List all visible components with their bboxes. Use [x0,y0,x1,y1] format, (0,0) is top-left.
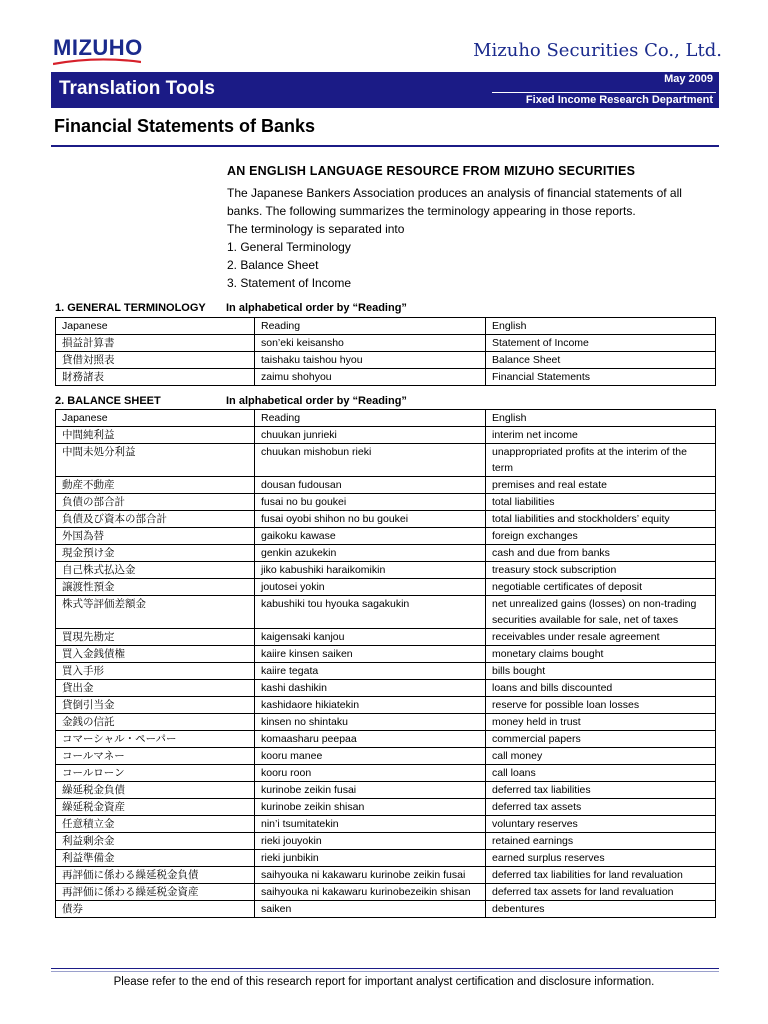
table-row [56,494,716,511]
reading-cell: kaigensaki kanjou [255,629,486,646]
english-cell: monetary claims bought [486,646,716,663]
japanese-cell: 負債の部合計 [56,494,255,511]
japanese-cell: 貸倒引当金 [56,697,255,714]
reading-cell: kashi dashikin [255,680,486,697]
english-cell: interim net income [486,427,716,444]
column-header-english: English [486,318,716,335]
department-name: Fixed Income Research Department [492,92,716,106]
english-cell: bills bought [486,663,716,680]
reading-cell: son’eki keisansho [255,335,486,352]
column-header-english: English [486,410,716,427]
company-name: Mizuho Securities Co., Ltd. [473,40,722,61]
japanese-cell: 繰延税金負債 [56,782,255,799]
reading-cell: kooru manee [255,748,486,765]
japanese-cell: 利益準備金 [56,850,255,867]
english-cell: deferred tax liabilities [486,782,716,799]
intro-heading: AN ENGLISH LANGUAGE RESOURCE FROM MIZUHO SECURITIES [227,164,636,178]
english-cell: voluntary reserves [486,816,716,833]
japanese-cell: 買入金銭債権 [56,646,255,663]
reading-cell: kurinobe zeikin shisan [255,799,486,816]
reading-cell: dousan fudousan [255,477,486,494]
footer-disclaimer: Please refer to the end of this research report for important analyst certification and disclosure information. [113,976,655,988]
english-cell: total liabilities [486,494,716,511]
report-date: May 2009 [664,73,713,85]
english-cell: Financial Statements [486,369,716,386]
table-row [56,680,716,697]
english-cell: commercial papers [486,731,716,748]
reading-cell: gaikoku kawase [255,528,486,545]
reading-cell: kooru roon [255,765,486,782]
reading-cell: fusai no bu goukei [255,494,486,511]
balance-sheet-table [55,409,716,918]
column-header-reading: Reading [255,318,486,335]
japanese-cell: コマーシャル・ペーパー [56,731,255,748]
table-row [56,782,716,799]
reading-cell: kurinobe zeikin fusai [255,782,486,799]
table-row [56,663,716,680]
section-title: 2. BALANCE SHEET [55,395,161,407]
english-cell: deferred tax assets [486,799,716,816]
japanese-cell: 貸出金 [56,680,255,697]
section-subtitle: In alphabetical order by “Reading” [226,302,407,314]
table-row [56,596,716,629]
japanese-cell: 損益計算書 [56,335,255,352]
table-row [56,477,716,494]
table-row [56,816,716,833]
reading-cell: rieki junbikin [255,850,486,867]
intro-item: 2. Balance Sheet [227,258,319,272]
english-cell: treasury stock subscription [486,562,716,579]
japanese-cell: 買現先勘定 [56,629,255,646]
reading-cell: zaimu shohyou [255,369,486,386]
japanese-cell: コールローン [56,765,255,782]
section-title: 1. GENERAL TERMINOLOGY [55,302,206,314]
english-cell: deferred tax assets for land revaluation [486,884,716,901]
reading-cell: nin’i tsumitatekin [255,816,486,833]
english-cell: reserve for possible loan losses [486,697,716,714]
japanese-cell: 自己株式払込金 [56,562,255,579]
table-row [56,697,716,714]
reading-cell: kaiire kinsen saiken [255,646,486,663]
general-terminology-table [55,317,716,386]
intro-paragraph: The Japanese Bankers Association produces an analysis of financial statements of all banks. The following summarizes the terminology appearing in those reports. [227,186,682,218]
page-title: Financial Statements of Banks [54,116,316,136]
english-cell: retained earnings [486,833,716,850]
reading-cell: fusai oyobi shihon no bu goukei [255,511,486,528]
reading-cell: kabushiki tou hyouka sagakukin [255,596,486,629]
intro-item: 3. Statement of Income [227,276,352,290]
english-cell: total liabilities and stockholders’ equity [486,511,716,528]
japanese-cell: 債券 [56,901,255,918]
english-cell: premises and real estate [486,477,716,494]
logo-swoosh-icon [53,58,141,66]
reading-cell: kaiire tegata [255,663,486,680]
reading-cell: kashidaore hikiatekin [255,697,486,714]
table-row [56,884,716,901]
japanese-cell: 金銭の信託 [56,714,255,731]
section-heading-general [55,302,407,314]
english-cell: receivables under resale agreement [486,629,716,646]
reading-cell: jiko kabushiki haraikomikin [255,562,486,579]
japanese-cell: コールマネー [56,748,255,765]
table-row [56,714,716,731]
banner-title: Translation Tools [59,78,215,99]
table-row [56,511,716,528]
english-cell: call money [486,748,716,765]
intro-separated: The terminology is separated into [227,222,405,236]
english-cell: negotiable certificates of deposit [486,579,716,596]
column-header-japanese: Japanese [56,410,255,427]
title-banner [51,72,719,108]
japanese-cell: 動産不動産 [56,477,255,494]
english-cell: net unrealized gains (losses) on non-trading securities available for sale, net of taxes [486,596,716,629]
table-row [56,748,716,765]
english-cell: loans and bills discounted [486,680,716,697]
section-heading-balance-sheet [55,395,407,407]
japanese-cell: 再評価に係わる繰延税金資産 [56,884,255,901]
table-header-row [56,410,716,427]
japanese-cell: 再評価に係わる繰延税金負債 [56,867,255,884]
japanese-cell: 譲渡性預金 [56,579,255,596]
section-subtitle: In alphabetical order by “Reading” [226,395,407,407]
japanese-cell: 財務諸表 [56,369,255,386]
table-row [56,833,716,850]
table-row [56,867,716,884]
japanese-cell: 貸借対照表 [56,352,255,369]
footer-divider-secondary [51,971,719,972]
english-cell: call loans [486,765,716,782]
english-cell: unappropriated profits at the interim of the term [486,444,716,477]
reading-cell: saihyouka ni kakawaru kurinobe zeikin fusai [255,867,486,884]
japanese-cell: 現金預け金 [56,545,255,562]
english-cell: Balance Sheet [486,352,716,369]
japanese-cell: 中間未処分利益 [56,444,255,477]
table-row [56,335,716,352]
japanese-cell: 中間純利益 [56,427,255,444]
english-cell: deferred tax liabilities for land revaluation [486,867,716,884]
table-row [56,765,716,782]
table-row [56,850,716,867]
table-row [56,444,716,477]
table-row [56,799,716,816]
table-row [56,545,716,562]
reading-cell: kinsen no shintaku [255,714,486,731]
footer-divider [51,968,719,969]
column-header-reading: Reading [255,410,486,427]
reading-cell: chuukan junrieki [255,427,486,444]
table-row [56,562,716,579]
japanese-cell: 任意積立金 [56,816,255,833]
japanese-cell: 株式等評価差額金 [56,596,255,629]
table-row [56,369,716,386]
table-row [56,528,716,545]
reading-cell: taishaku taishou hyou [255,352,486,369]
intro-block [227,164,717,292]
english-cell: debentures [486,901,716,918]
japanese-cell: 繰延税金資産 [56,799,255,816]
english-cell: money held in trust [486,714,716,731]
table-row [56,646,716,663]
table-row [56,731,716,748]
reading-cell: komaasharu peepaa [255,731,486,748]
reading-cell: saihyouka ni kakawaru kurinobezeikin shisan [255,884,486,901]
reading-cell: rieki jouyokin [255,833,486,850]
japanese-cell: 負債及び資本の部合計 [56,511,255,528]
reading-cell: chuukan mishobun rieki [255,444,486,477]
english-cell: cash and due from banks [486,545,716,562]
reading-cell: genkin azukekin [255,545,486,562]
english-cell: foreign exchanges [486,528,716,545]
table-row [56,579,716,596]
japanese-cell: 外国為替 [56,528,255,545]
mizuho-logo: MIZUHO [53,35,143,60]
title-divider [51,145,719,147]
english-cell: earned surplus reserves [486,850,716,867]
japanese-cell: 買入手形 [56,663,255,680]
table-row [56,427,716,444]
table-row [56,901,716,918]
table-row [56,629,716,646]
intro-item: 1. General Terminology [227,240,351,254]
reading-cell: saiken [255,901,486,918]
japanese-cell: 利益剰余金 [56,833,255,850]
reading-cell: joutosei yokin [255,579,486,596]
table-header-row [56,318,716,335]
column-header-japanese: Japanese [56,318,255,335]
english-cell: Statement of Income [486,335,716,352]
table-row [56,352,716,369]
